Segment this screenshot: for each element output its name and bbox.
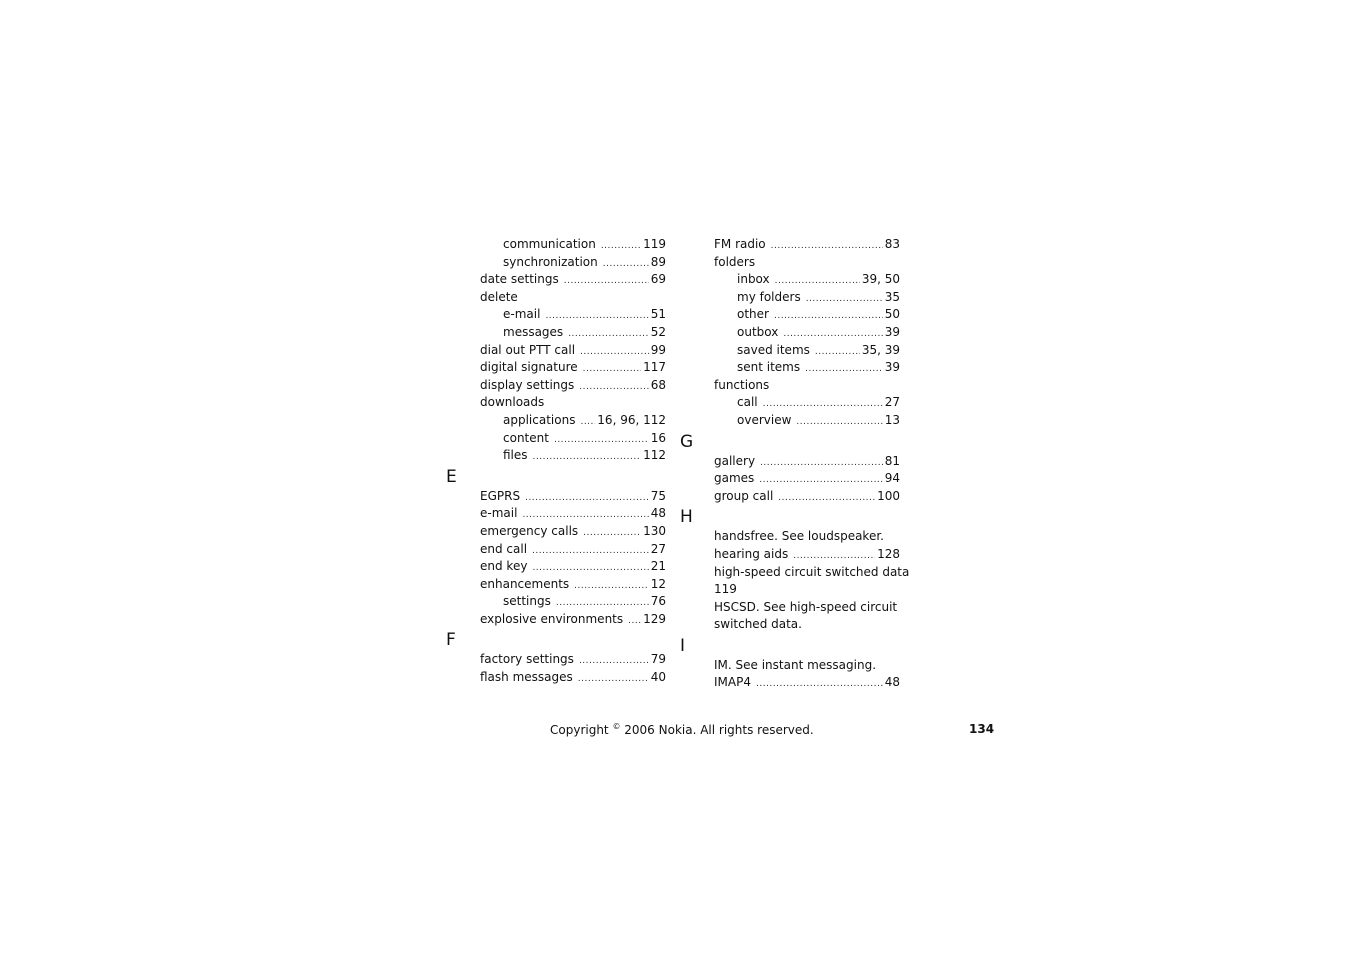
dot-leader — [774, 308, 883, 326]
dot-leader — [574, 578, 649, 596]
entry-label: gallery — [714, 453, 756, 468]
dot-leader — [579, 379, 648, 397]
entry-label: messages — [503, 324, 564, 339]
page-reference: 89 — [650, 254, 666, 269]
copyright-prefix: Copyright — [550, 723, 613, 737]
index-subentry — [503, 447, 666, 465]
dot-leader — [771, 238, 883, 256]
index-subentry — [503, 593, 666, 611]
index-subentry — [737, 394, 900, 412]
copyright-footer — [550, 722, 814, 737]
dot-leader — [759, 472, 882, 490]
page-reference: 128 — [877, 546, 900, 561]
index-entry — [480, 576, 666, 594]
entry-label: applications — [503, 412, 576, 427]
dot-leader — [601, 238, 641, 256]
page-reference: 51 — [650, 307, 666, 322]
page-reference: 117 — [643, 360, 666, 375]
entry-label: downloads — [480, 395, 545, 410]
index-entry — [480, 611, 666, 629]
entry-label: flash messages — [480, 670, 573, 685]
entry-label: FM radio — [714, 237, 766, 251]
index-entry — [714, 254, 900, 272]
page-reference: 27 — [650, 541, 666, 556]
index-subentry — [737, 271, 900, 289]
dot-leader — [564, 273, 649, 291]
entry-label: files — [503, 448, 528, 463]
copyright-suffix: 2006 Nokia. All rights reserved. — [620, 723, 814, 737]
page-reference: 129 — [643, 611, 666, 626]
index-subentry — [503, 324, 666, 342]
index-entry — [480, 271, 666, 289]
index-column-right — [680, 236, 910, 692]
entry-label: digital signature — [480, 360, 578, 375]
entry-label: other — [737, 307, 769, 322]
page-reference: 16 — [650, 430, 666, 445]
page-reference: 75 — [650, 488, 666, 503]
entry-label: inbox — [737, 272, 770, 287]
page-reference: 119 — [643, 237, 666, 251]
index-entry — [714, 657, 900, 675]
entry-label: my folders — [737, 289, 801, 304]
index-entry — [714, 488, 900, 506]
page-reference: 21 — [650, 559, 666, 574]
entry-label: end key — [480, 559, 528, 574]
dot-leader — [756, 676, 883, 694]
dot-leader — [554, 432, 649, 450]
page-reference: 94 — [884, 471, 900, 486]
page-reference: 13 — [884, 412, 900, 427]
index-subentry — [503, 412, 666, 430]
entry-label: switched data. — [714, 617, 802, 632]
index-entry — [714, 528, 900, 546]
page-reference: 50 — [884, 307, 900, 322]
page-reference: 39 — [884, 360, 900, 375]
entry-label: date settings — [480, 272, 559, 287]
entry-label: functions — [714, 377, 770, 392]
entry-label: settings — [503, 594, 551, 609]
entry-label: synchronization — [503, 254, 598, 269]
page-reference: 39 — [884, 324, 900, 339]
page-reference: 112 — [643, 448, 666, 463]
entry-label: overview — [737, 412, 792, 427]
index-subentry — [737, 359, 900, 377]
dot-leader — [778, 490, 875, 508]
entry-label: IMAP4 — [714, 675, 751, 690]
dot-leader — [796, 414, 882, 432]
index-letter-heading: H — [680, 507, 693, 528]
index-subentry — [503, 254, 666, 272]
entry-label: high-speed circuit switched data — [714, 564, 910, 579]
entry-label: e-mail — [480, 506, 518, 521]
entry-label: enhancements — [480, 576, 570, 591]
entry-label: 119 — [714, 582, 737, 597]
entry-label: games — [714, 471, 755, 486]
index-subentry — [737, 412, 900, 430]
index-subentry — [503, 236, 666, 254]
index-entry — [480, 359, 666, 377]
page-reference: 12 — [650, 576, 666, 591]
page-reference: 68 — [650, 377, 666, 392]
index-entry — [714, 377, 900, 395]
dot-leader — [579, 653, 649, 671]
dot-leader — [806, 291, 883, 309]
entry-label: delete — [480, 289, 518, 304]
index-entry — [714, 581, 900, 599]
index-entry — [714, 564, 910, 582]
entry-label: emergency calls — [480, 523, 579, 538]
index-entry — [480, 541, 666, 559]
index-subentry — [503, 306, 666, 324]
entry-label: sent items — [737, 360, 801, 375]
entry-label: outbox — [737, 324, 779, 339]
page-reference: 35, 39 — [861, 342, 900, 357]
dot-leader — [603, 256, 649, 274]
entry-label: handsfree. See loudspeaker. — [714, 529, 884, 544]
index-entry — [480, 394, 666, 412]
dot-leader — [805, 361, 883, 379]
index-column-left — [446, 236, 666, 687]
entry-label: EGPRS — [480, 488, 521, 503]
index-letter-heading: F — [446, 630, 456, 651]
index-entry — [480, 289, 666, 307]
index-letter-heading: G — [680, 431, 694, 452]
index-entry — [480, 651, 666, 669]
copyright-symbol: © — [612, 722, 621, 731]
page-reference: 27 — [884, 395, 900, 410]
page-reference: 100 — [877, 488, 900, 503]
index-subentry — [503, 430, 666, 448]
page-reference: 39, 50 — [861, 272, 900, 287]
entry-label: dial out PTT call — [480, 342, 576, 357]
index-letter-heading: I — [680, 635, 686, 656]
index-entry — [480, 523, 666, 541]
entry-label: HSCSD. See high-speed circuit — [714, 599, 898, 614]
page-reference: 81 — [884, 453, 900, 468]
dot-leader — [578, 671, 649, 689]
index-entry — [714, 546, 900, 564]
page-reference: 48 — [650, 506, 666, 521]
dot-leader — [815, 344, 860, 362]
entry-label: folders — [714, 254, 756, 269]
index-entry — [714, 674, 900, 692]
page-reference: 35 — [884, 289, 900, 304]
page-reference: 16, 96, 112 — [597, 412, 666, 427]
page-reference: 76 — [650, 594, 666, 609]
index-entry — [480, 342, 666, 360]
dot-leader — [580, 414, 595, 432]
entry-label: group call — [714, 488, 774, 503]
entry-label: display settings — [480, 377, 575, 392]
entry-label: communication — [503, 237, 596, 251]
index-subentry — [737, 342, 900, 360]
page-reference: 99 — [650, 342, 666, 357]
index-subentry — [737, 324, 900, 342]
page-reference: 52 — [650, 324, 666, 339]
index-subentry — [737, 306, 900, 324]
entry-label: explosive environments — [480, 611, 624, 626]
page-reference: 79 — [650, 652, 666, 667]
page-reference: 48 — [884, 675, 900, 690]
dot-leader — [583, 525, 641, 543]
index-entry — [714, 616, 900, 634]
index-entry — [480, 669, 666, 687]
page-number: 134 — [969, 722, 995, 736]
entry-label: IM. See instant messaging. — [714, 657, 877, 672]
dot-leader — [760, 455, 883, 473]
page-reference: 69 — [650, 272, 666, 287]
index-entry — [480, 505, 666, 523]
index-entry — [714, 599, 900, 617]
dot-leader — [525, 490, 649, 508]
index-entry — [480, 488, 666, 506]
page-reference: 83 — [884, 237, 900, 251]
entry-label: hearing aids — [714, 546, 789, 561]
entry-label: content — [503, 430, 549, 445]
page-reference: 130 — [643, 523, 666, 538]
dot-leader — [583, 361, 641, 379]
dot-leader — [568, 326, 649, 344]
page-reference: 40 — [650, 670, 666, 685]
index-letter-heading: E — [446, 466, 457, 487]
index-entry — [714, 453, 900, 471]
index-entry — [480, 558, 666, 576]
dot-leader — [580, 344, 649, 362]
entry-label: e-mail — [503, 307, 541, 322]
dot-leader — [628, 613, 641, 631]
index-entry — [714, 470, 900, 488]
index-entry — [480, 377, 666, 395]
index-entry — [714, 236, 900, 254]
entry-label: end call — [480, 541, 528, 556]
index-subentry — [737, 289, 900, 307]
entry-label: saved items — [737, 342, 810, 357]
dot-leader — [532, 543, 649, 561]
entry-label: call — [737, 395, 758, 410]
dot-leader — [533, 449, 642, 467]
entry-label: factory settings — [480, 652, 574, 667]
